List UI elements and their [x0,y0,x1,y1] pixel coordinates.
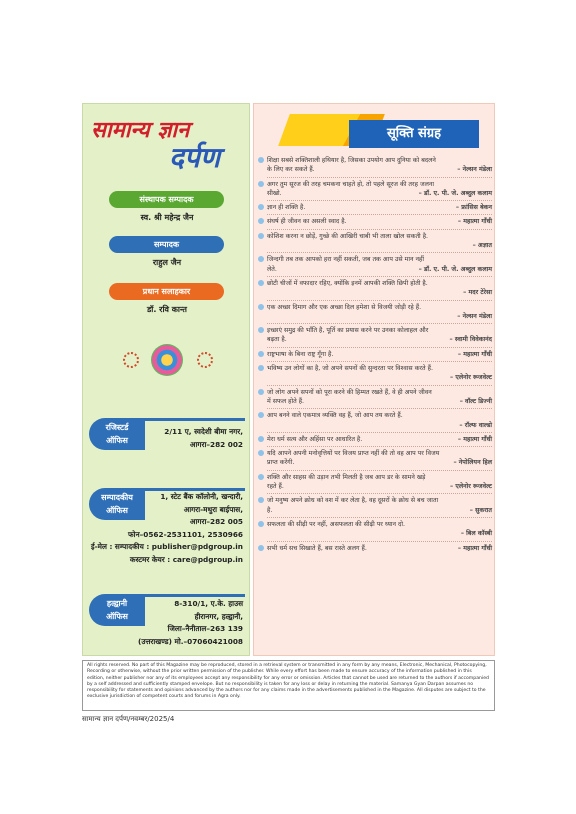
quote-separator [267,300,492,301]
quote-separator [267,446,492,447]
quote-list [258,156,492,553]
quote-author: – डॉ. ए. पी. जे. अब्दुल कलाम [418,189,492,197]
quote-text: प्राप्त करेंगी. [267,459,295,467]
quote-author: – महात्मा गाँधी [457,435,492,443]
founder-role-ribbon: संस्थापक सम्पादक [109,191,224,208]
quote-author: – अज्ञात [472,242,492,250]
office-label: ऑफिस [106,436,128,445]
quote-text: में सफल होते हैं. [267,397,305,405]
quote-text: जो मनुष्य अपने क्रोध को वश में कर लेता है, वह दूसरों के क्रोध से बच जाता [267,497,439,505]
address-line: 8-310/1, ए.के. हाउस [174,599,243,608]
quote-bullet-icon [258,351,264,357]
registered-office-tab [89,418,145,450]
small-emblem-icon [123,352,139,368]
quote-author: – एलेनोर रूजवेल्ट [450,483,492,491]
phone-line: (उत्तराखण्ड) मो.–07060421008 [138,636,243,646]
quote-separator [267,323,492,324]
masthead-panel [82,103,250,656]
quote-bullet-icon [258,157,264,163]
quote-author: – महात्मा गाँधी [457,350,492,358]
quote-author: – स्वामी विवेकानंद [449,336,492,344]
office-label: ऑफिस [106,506,128,515]
quote-item [258,156,492,178]
office-label: रजिस्टर्ड [105,423,129,432]
quote-item [258,303,492,325]
quote-bullet-icon [258,233,264,239]
quotes-panel [253,103,495,656]
customer-care-line: कस्टमर केयर : care@pdgroup.in [129,554,243,564]
quote-text: सभी धर्म सच सिखाते हैं, बस रास्ते अलग हैं. [267,544,367,552]
logo-line-1: सामान्य ज्ञान [91,117,190,143]
quote-text: भविष्य उन लोगों का है, जो अपने सपनों की सुन्दरता पर विश्वास करते हैं. [267,365,433,373]
quote-bullet-icon [258,218,264,224]
quote-author: – नेल्सन मंडेला [457,312,492,320]
quote-bullet-icon [258,280,264,286]
quote-separator [267,432,492,433]
quote-item [258,473,492,495]
registered-office-address [164,426,243,451]
quote-item [258,255,492,277]
quote-text: अगर तुम सूरज की तरह चमकना चाहते हो, तो पहले सूरज की तरह जलना [267,180,435,188]
haldwani-office-address [138,598,243,648]
quote-item [258,388,492,410]
quote-text: ज्ञान ही शक्ति है. [267,204,306,212]
quote-bullet-icon [258,256,264,262]
quote-text: शक्ति और साहस की उड़ान तभी मिलती है जब आप डर के सामने खड़े [267,473,426,481]
quote-author: – सुकरात [469,506,492,514]
quote-author: – नेल्सन मंडेला [457,166,492,174]
quote-bullet-icon [258,521,264,527]
address-line: जिला–नैनीताल–263 139 [167,624,243,633]
quote-text: लेते. [267,265,277,273]
quote-item [258,232,492,254]
quote-separator [267,541,492,542]
quote-author: – फ्रांसिस बेकन [455,204,492,212]
quote-item [258,326,492,348]
quote-text: बढ़ता है. [267,336,287,344]
page-footer: सामान्य ज्ञान दर्पण/नवम्बर/2025/4 [82,715,175,723]
quote-text: कोशिश करना न छोड़ें, गुच्छे की आखिरी चाबी भी ताला खोल सकती है. [267,232,429,240]
quote-text: छोटी चीजों में वफादार रहिए, क्योंकि इनमें आपकी शक्ति छिपी होती है. [267,279,428,287]
quote-separator [267,470,492,471]
office-label: हल्द्वानी [106,599,128,608]
quote-separator [267,361,492,362]
logo-line-2: दर्पण [169,141,221,174]
quote-item [258,435,492,447]
quote-item [258,180,492,202]
office-rule [145,418,245,421]
quote-text: सीखो. [267,189,282,197]
quote-author: – वॉल्ट डिज्नी [459,397,492,405]
quote-separator [267,276,492,277]
quote-text: जिन्दगी तब तक आपको हरा नहीं सकती, जब तक आप उसे मान नहीं [267,256,424,264]
mandala-emblem-icon [151,344,183,376]
quote-text: सफलता की सीढ़ी पर नहीं, असफलता की सीढ़ी पर ध्यान दो. [267,520,405,528]
quote-item [258,520,492,542]
quote-separator [267,385,492,386]
address-line: 2/11 ए, स्वदेशी बीमा नगर, [164,427,243,436]
quote-separator [267,229,492,230]
quote-text: रहते हैं. [267,483,284,491]
haldwani-office-tab [89,594,145,626]
office-label: ऑफिस [106,612,128,621]
quote-bullet-icon [258,450,264,456]
quote-bullet-icon [258,365,264,371]
quote-text: शिक्षा सबसे शक्तिशाली हथियार है, जिसका उपयोग आप दुनिया को बदलने [267,157,436,164]
quote-bullet-icon [258,497,264,503]
editor-role-ribbon: सम्पादक [109,236,224,253]
quote-text: आप बनने वाले एकमात्र व्यक्ति वह हैं, जो आप तय करते हैं. [267,412,403,420]
magazine-logo [91,114,243,176]
quote-item [258,544,492,553]
phone-line: फोन–0562-2531101, 2530966 [128,529,243,539]
quote-text: जो लोग अपने सपनों को पूरा करने की हिम्मत रखते हैं, वे ही अपने जीवन [267,388,432,396]
copyright-notice: All rights reserved. No part of this Magazine may be reproduced, stored in a retrieval system or transmitted in any form by any means, Electronic, Mechanical, Photocopying, Recording or otherwise, without the prior written permission of the publisher. While every effort has been made to ensure accuracy of the information published in this edition, neither publisher nor any of its employees accept any responsibility for any error or omission. Articles that cannot be used are returned to the authors if accompanied by a self addressed and sufficiently stamped envelope. But no responsibility is taken for any loss or delay in returning the material. Samanya Gyan Darpan assumes no responsibility for statements and opinions advanced by the authors nor for any claims made in the advertisements published in the Magazine. All disputes are subject to the exclusive jurisdiction of competent courts and forums in Agra only. [82,660,495,711]
quote-author: – मदर टेरेसा [463,289,492,297]
quote-item [258,279,492,301]
address-line: आगरा–282 005 [189,517,243,526]
email-line: ई-मेल : सम्पादकीय : publisher@pdgroup.in [90,542,243,551]
quote-item [258,217,492,229]
quote-author: – नेपोलियन हिल [453,459,492,467]
quote-separator [267,408,492,409]
office-label: सम्पादकीय [101,493,133,502]
quote-author: – बिल कॉस्बी [460,530,492,538]
quote-item [258,411,492,433]
quote-bullet-icon [258,412,264,418]
advisor-role-ribbon: प्रधान सलाहकार [109,283,224,300]
address-line: आगरा-मथुरा बाईपास, [183,504,243,514]
quote-separator [267,177,492,178]
quote-bullet-icon [258,204,264,210]
quote-bullet-icon [258,181,264,187]
quote-bullet-icon [258,545,264,551]
quote-text: यदि आपने अपनी मनोवृत्तियों पर विजय प्राप्त नहीं की तो वह आप पर विजय [267,450,440,458]
quote-bullet-icon [258,327,264,333]
quote-text: राष्ट्रभाषा के बिना राष्ट्र गूँगा है. [267,350,334,358]
quote-item [258,203,492,215]
address-line: आगरा–282 002 [189,439,243,449]
editor-name: राहुल जैन [152,258,182,267]
quote-author: – डॉ. ए. पी. जे. अब्दुल कलाम [418,265,492,273]
quote-bullet-icon [258,304,264,310]
quote-separator [267,347,492,348]
quote-author: – महात्मा गाँधी [457,544,492,552]
founder-name: स्व. श्री महेन्द्र जैन [140,213,194,222]
quote-text: मेरा धर्म सत्य और अहिंसा पर आधारित है. [267,435,363,443]
advisor-name: डॉ. रवि कान्त [147,305,187,314]
quote-bullet-icon [258,474,264,480]
quote-separator [267,214,492,215]
emblem-group [123,344,213,378]
quote-bullet-icon [258,389,264,395]
address-line: 1, स्टेट बैंक कॉलोनी, खन्दारी, [160,492,243,501]
office-rule [145,594,245,597]
quote-text: संघर्ष ही जीवन का असली स्वाद है. [267,218,347,226]
quote-author: – रॉल्फ वाल्डो [459,421,492,429]
quote-separator [267,200,492,201]
quote-author: – एलेनोर रूजवेल्ट [450,374,492,382]
quote-separator [267,517,492,518]
quote-item [258,350,492,362]
quote-text: इच्छाएं समुद्र की भाँति है, पूर्ति का प्रयास करने पर उनका कोलाहल और [267,327,429,335]
quote-item [258,364,492,386]
quote-item [258,496,492,518]
quote-text: एक अच्छा दिमाग और एक अच्छा दिल हमेशा से विजयी जोड़ी रहे हैं. [267,303,422,311]
quote-item [258,449,492,471]
section-title: सूक्ति संग्रह [349,120,479,148]
quote-separator [267,252,492,253]
quote-text: के लिए कर सकते हैं. [267,166,315,174]
editorial-office-address [91,491,243,566]
quote-bullet-icon [258,436,264,442]
address-line: हीरानगर, हल्द्वानी, [194,611,243,621]
quote-separator [267,493,492,494]
quote-text: है. [267,506,273,514]
small-emblem-icon [197,352,213,368]
quote-author: – महात्मा गाँधी [457,218,492,226]
